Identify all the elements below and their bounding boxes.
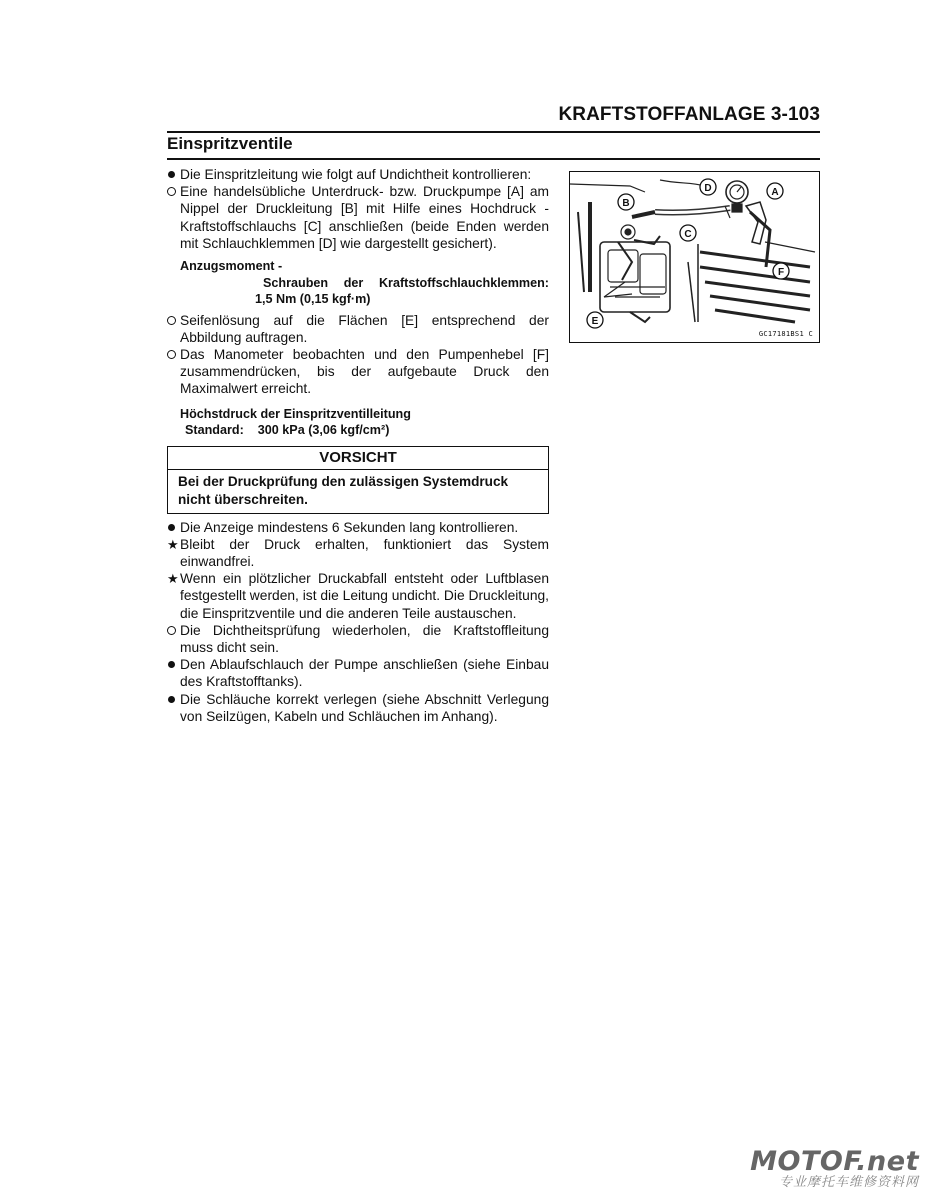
header-rule	[167, 131, 820, 133]
watermark-main: MOTOF.net	[750, 1146, 919, 1177]
bullet-circle-icon	[167, 622, 180, 635]
pressure-test-figure	[569, 171, 820, 343]
bullet-dot-icon	[167, 166, 180, 178]
list-item	[167, 570, 549, 622]
pressure-standard	[167, 422, 549, 439]
bullet-dot-icon	[167, 519, 180, 531]
figure-label: B	[622, 198, 630, 209]
text-column	[167, 166, 549, 725]
bullet-circle-icon	[167, 346, 180, 359]
step-text: Bleibt der Druck erhalten, funktioniert das System einwandfrei.	[180, 536, 549, 569]
step-text: Wenn ein plötzlicher Druckabfall entsteht oder Luftblasen festgestellt werden, ist die Leitung undicht. Die Druckleitung, die Einspritzventile und die anderen Teile austauschen.	[180, 571, 549, 621]
torque-item: Schrauben der Kraftstoffschlauchklemmen:	[263, 275, 549, 290]
list-item	[167, 519, 549, 536]
caution-box	[167, 446, 549, 514]
bullet-circle-icon	[167, 183, 180, 196]
watermark-sub: 专业摩托车维修资料网	[778, 1175, 919, 1190]
star-icon: ★	[167, 536, 179, 552]
list-item	[167, 691, 549, 725]
figure-label: A	[771, 187, 779, 198]
step-text: Die Schläuche korrekt verlegen (siehe Abschnitt Verlegung von Seilzügen, Kabeln und Schläuchen im Anhang).	[180, 691, 549, 724]
caution-text: Bei der Druckprüfung den zulässigen Systemdruck nicht überschreiten.	[178, 473, 509, 507]
figure-label: C	[684, 229, 692, 240]
step-text: Die Dichtheitsprüfung wiederholen, die Kraftstoffleitung muss dicht sein.	[180, 622, 549, 655]
bullet-dot-icon	[167, 656, 180, 668]
section-rule	[167, 158, 820, 160]
list-item	[167, 166, 549, 183]
list-item	[167, 536, 549, 570]
pressure-standard-value: 300 kPa (3,06 kgf/cm²)	[257, 423, 390, 438]
bullet-circle-icon	[167, 312, 180, 325]
pressure-standard-label: Standard:	[185, 423, 244, 438]
list-item	[167, 622, 549, 656]
engine-illustration	[570, 172, 819, 342]
bullet-dot-icon	[167, 691, 180, 703]
step-text: Seifenlösung auf die Flächen [E] entsprechend der Abbildung auftragen.	[180, 312, 549, 345]
torque-label: Anzugsmoment -	[180, 259, 283, 274]
torque-value: 1,5 Nm (0,15 kgf·m)	[255, 292, 371, 307]
step-text: Die Einspritzleitung wie folgt auf Undichtheit kontrollieren:	[180, 167, 532, 182]
figure-label: D	[704, 183, 712, 194]
step-text: Das Manometer beobachten und den Pumpenhebel [F] zusammendrücken, bis der aufgebaute Druck den Maximalwert erreicht.	[180, 346, 549, 397]
caution-title: VORSICHT	[168, 447, 548, 470]
step-text: Eine handelsübliche Unterdruck- bzw. Druckpumpe [A] am Nippel der Druckleitung [B] mit Hilfe eines Hochdruck -Kraftstoffschlauchs [C] anschließen (beide Enden werden mit Schlauchklemmen [D] wie dargestellt gesichert).	[180, 184, 549, 251]
list-item	[167, 183, 549, 252]
list-item	[167, 346, 549, 398]
section-title: Einspritzventile	[167, 134, 293, 153]
step-text: Die Anzeige mindestens 6 Sekunden lang kontrollieren.	[180, 519, 519, 535]
figure-code: GC17181BS1 C	[758, 330, 813, 338]
star-icon: ★	[167, 571, 179, 587]
pressure-label: Höchstdruck der Einspritzventilleitung	[180, 406, 411, 421]
list-item	[167, 312, 549, 346]
figure-label: F	[777, 267, 785, 278]
figure-label: E	[591, 316, 599, 327]
step-text: Den Ablaufschlauch der Pumpe anschließen (siehe Einbau des Kraftstofftanks).	[180, 657, 549, 690]
watermark	[750, 1146, 919, 1190]
list-item	[167, 656, 549, 690]
page-header: KRAFTSTOFFANLAGE 3-103	[558, 104, 820, 125]
